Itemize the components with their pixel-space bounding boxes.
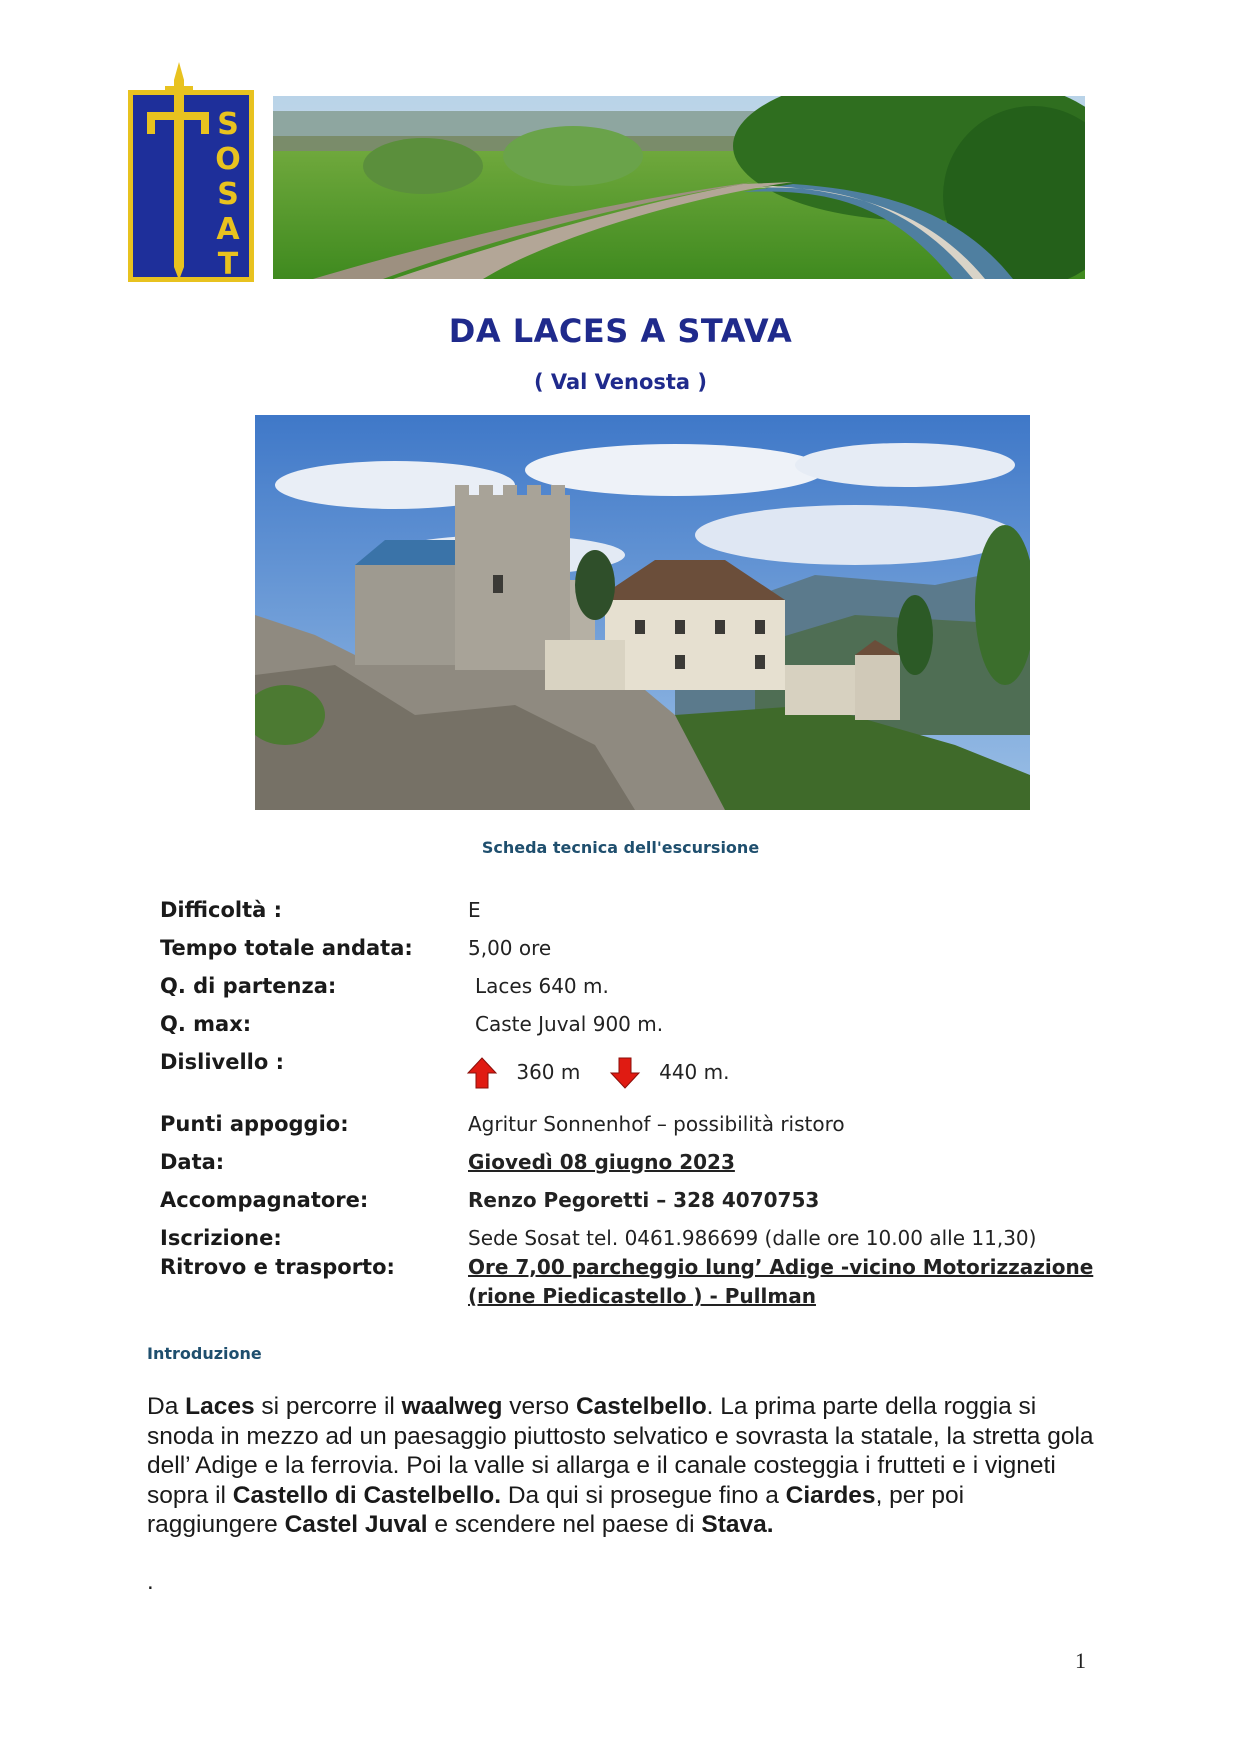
banner-photo (273, 96, 1085, 279)
value-difficolta: E (468, 898, 481, 922)
page-subtitle: ( Val Venosta ) (533, 370, 708, 394)
introduzione-paragraph (147, 1392, 1097, 1540)
page-title: DA LACES A STAVA (448, 312, 793, 350)
label-tempo: Tempo totale andata: (160, 936, 413, 960)
trailing-dot: . (147, 1568, 154, 1595)
introduzione-heading: Introduzione (147, 1344, 262, 1363)
dislivello-down: 440 m. (659, 1059, 730, 1084)
intro-text: si percorre il (254, 1393, 402, 1420)
value-max: Caste Juval 900 m. (475, 1012, 664, 1036)
value-ritrovo-line1: Ore 7,00 parcheggio lung’ Adige -vicino Motorizzazione (468, 1255, 1094, 1279)
arrow-up-icon (466, 1056, 498, 1090)
intro-text: . La prima parte della roggia si snoda in mezzo ad un paesaggio piuttosto selvatico e sovrasta la statale, la stretta gola dell’ Adige e la ferrovia. Poi la valle si allarga e il canale costeggia i frutteti e i vigneti sopra il (147, 1393, 1094, 1509)
label-data: Data: (160, 1150, 225, 1174)
castle-photo (255, 415, 1030, 810)
label-ritrovo: Ritrovo e trasporto: (160, 1255, 395, 1279)
intro-text: Da (147, 1393, 186, 1420)
page-number: 1 (1075, 1648, 1086, 1673)
logo-letter-t: T (217, 247, 239, 282)
value-ritrovo-line2: (rione Piedicastello ) - Pullman (468, 1284, 816, 1308)
logo-letter-o: O (215, 142, 241, 177)
label-iscrizione: Iscrizione: (160, 1226, 282, 1250)
intro-bold-ciardes: Ciardes (785, 1481, 876, 1509)
intro-text: e scendere nel paese di (427, 1511, 702, 1538)
dislivello-values (466, 1056, 729, 1090)
label-difficolta: Difficoltà : (160, 898, 283, 922)
intro-bold-laces: Laces (185, 1393, 255, 1420)
label-dislivello: Dislivello : (160, 1050, 284, 1074)
dislivello-up: 360 m (516, 1059, 581, 1084)
intro-bold-stava: Stava. (701, 1511, 774, 1538)
intro-bold-castello: Castello di Castelbello. (232, 1481, 502, 1509)
intro-text: , per poi raggiungere (147, 1481, 965, 1538)
value-tempo: 5,00 ore (468, 936, 552, 960)
intro-bold-juval: Castel Juval (284, 1511, 428, 1538)
label-max: Q. max: (160, 1012, 252, 1036)
label-accompagnatore: Accompagnatore: (160, 1188, 369, 1212)
intro-text: Da qui si prosegue fino a (501, 1481, 786, 1509)
logo-letter-a: A (216, 212, 240, 247)
label-punti: Punti appoggio: (160, 1112, 349, 1136)
scheda-heading: Scheda tecnica dell'escursione (481, 838, 760, 857)
sosat-logo (125, 62, 258, 286)
label-partenza: Q. di partenza: (160, 974, 337, 998)
intro-bold-waalweg: waalweg (401, 1393, 503, 1420)
value-partenza: Laces 640 m. (475, 974, 609, 998)
logo-letter-s1: S (217, 107, 239, 142)
value-punti: Agritur Sonnenhof – possibilità ristoro (468, 1112, 845, 1136)
value-iscrizione: Sede Sosat tel. 0461.986699 (dalle ore 10.00 alle 11,30) (468, 1226, 1037, 1250)
intro-text: verso (502, 1393, 576, 1420)
value-accompagnatore: Renzo Pegoretti – 328 4070753 (468, 1188, 820, 1212)
logo-letter-s2: S (217, 177, 239, 212)
arrow-down-icon (609, 1056, 641, 1090)
value-data: Giovedì 08 giugno 2023 (468, 1150, 735, 1174)
intro-bold-castelbello: Castelbello (575, 1393, 707, 1420)
